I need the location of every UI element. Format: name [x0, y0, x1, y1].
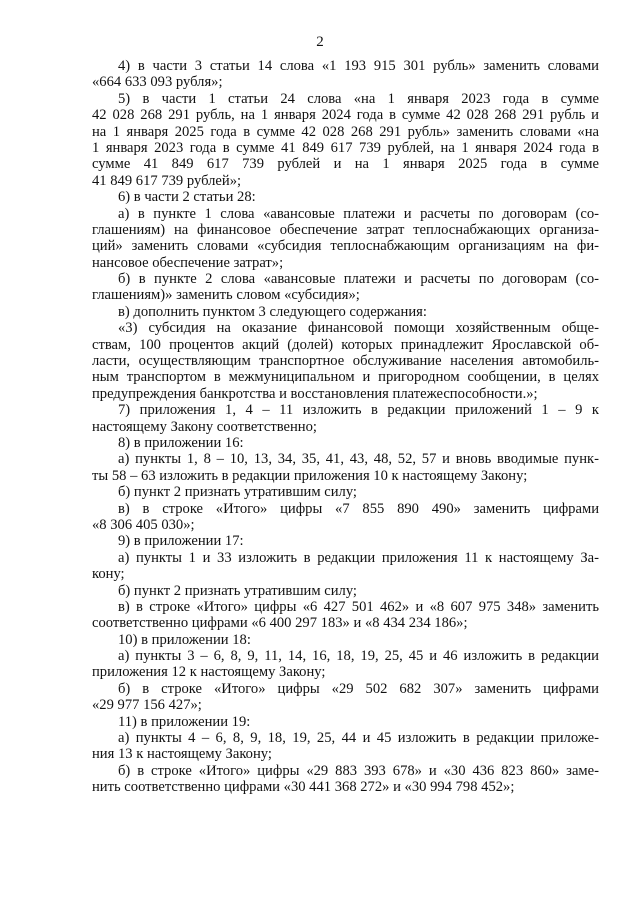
text-line: 6) в части 2 статьи 28:	[118, 189, 256, 206]
text-line: б) в строке «Итого» цифры «29 883 393 678» и «30 436 823 860» заме-	[118, 762, 599, 779]
text-line: 41 849 617 739 рублей»;	[92, 172, 242, 189]
text-line: ным транспортом в межмуниципальном и пригородном сообщении, в целях	[92, 369, 599, 386]
text-line: 5) в части 1 статьи 24 слова «на 1 января 2023 года в сумме	[118, 90, 599, 107]
text-line: 10) в приложении 18:	[118, 631, 251, 648]
text-line: б) в пункте 2 слова «авансовые платежи и расчеты по договорам (со-	[118, 271, 599, 288]
text-line: а) пункты 4 – 6, 8, 9, 18, 19, 25, 44 и 45 изложить в редакции приложе-	[118, 730, 599, 747]
text-line: б) пункт 2 признать утратившим силу;	[118, 582, 357, 599]
text-line: сумме 41 849 617 739 рублей и на 1 января 2025 года в сумме	[92, 156, 599, 173]
text-line: а) в пункте 1 слова «авансовые платежи и расчеты по договорам (со-	[118, 205, 599, 222]
text-line: приложения 12 к настоящему Закону;	[92, 664, 326, 681]
text-line: глашениям)» заменить словом «субсидия»;	[92, 287, 360, 304]
text-line: 9) в приложении 17:	[118, 533, 244, 550]
text-line: кону;	[92, 566, 125, 583]
text-line: «8 306 405 030»;	[92, 516, 195, 533]
text-line: ций» заменить словами «субсидия теплоснабжающим организациям на фи-	[92, 238, 599, 255]
document-body	[92, 58, 599, 796]
text-line: предупреждения банкротства и восстановления платежеспособности.»;	[92, 385, 538, 402]
text-line: 8) в приложении 16:	[118, 434, 244, 451]
text-line: а) пункты 3 – 6, 8, 9, 11, 14, 16, 18, 19, 25, 45 и 46 изложить в редакции	[118, 648, 599, 665]
text-line: 1 января 2023 года в сумме 41 849 617 739 рублей, на 1 января 2024 года в	[92, 139, 599, 156]
text-line: б) в строке «Итого» цифры «29 502 682 307» заменить цифрами	[118, 680, 599, 697]
text-line: ласти, осуществляющим транспортное обслуживание населения автомобиль-	[92, 353, 599, 370]
text-line: 42 028 268 291 рубль, на 1 января 2024 года в сумме 42 028 268 291 рубль и	[92, 107, 599, 124]
text-line: «664 633 093 рубля»;	[92, 74, 223, 91]
text-line: нансовое обеспечение затрат»;	[92, 254, 284, 271]
text-line: ты 58 – 63 изложить в редакции приложения 10 к настоящему Закону;	[92, 467, 528, 484]
text-line: ния 13 к настоящему Закону;	[92, 746, 272, 763]
text-line: «3) субсидия на оказание финансовой помощи хозяйственным обще-	[118, 320, 599, 337]
text-line: глашениям) на финансовое обеспечение затрат теплоснабжающих организа-	[92, 221, 599, 238]
text-line: а) пункты 1, 8 – 10, 13, 34, 35, 41, 43, 48, 52, 57 и вновь вводимые пунк-	[118, 451, 599, 468]
text-line: 7) приложения 1, 4 – 11 изложить в редакции приложений 1 – 9 к	[118, 402, 599, 419]
text-line: 4) в части 3 статьи 14 слова «1 193 915 301 рубль» заменить словами	[118, 58, 599, 74]
text-line: соответственно цифрами «6 400 297 183» и «8 434 234 186»;	[92, 615, 468, 632]
text-line: на 1 января 2025 года в сумме 42 028 268 291 рубль» заменить словами «на	[92, 123, 599, 140]
text-line: нить соответственно цифрами «30 441 368 272» и «30 994 798 452»;	[92, 779, 515, 796]
text-line: «29 977 156 427»;	[92, 697, 202, 714]
text-line: настоящему Закону соответственно;	[92, 418, 317, 435]
page-number: 2	[316, 34, 324, 50]
text-line: б) пункт 2 признать утратившим силу;	[118, 484, 357, 501]
text-line: ствам, 100 процентов акций (долей) которых принадлежит Ярославской об-	[92, 336, 599, 353]
text-line: а) пункты 1 и 33 изложить в редакции приложения 11 к настоящему За-	[118, 549, 599, 566]
text-line: в) дополнить пунктом 3 следующего содержания:	[118, 303, 427, 320]
text-line: в) в строке «Итого» цифры «6 427 501 462» и «8 607 975 348» заменить	[118, 598, 599, 615]
text-line: 11) в приложении 19:	[118, 713, 251, 730]
text-line: в) в строке «Итого» цифры «7 855 890 490» заменить цифрами	[118, 500, 599, 517]
